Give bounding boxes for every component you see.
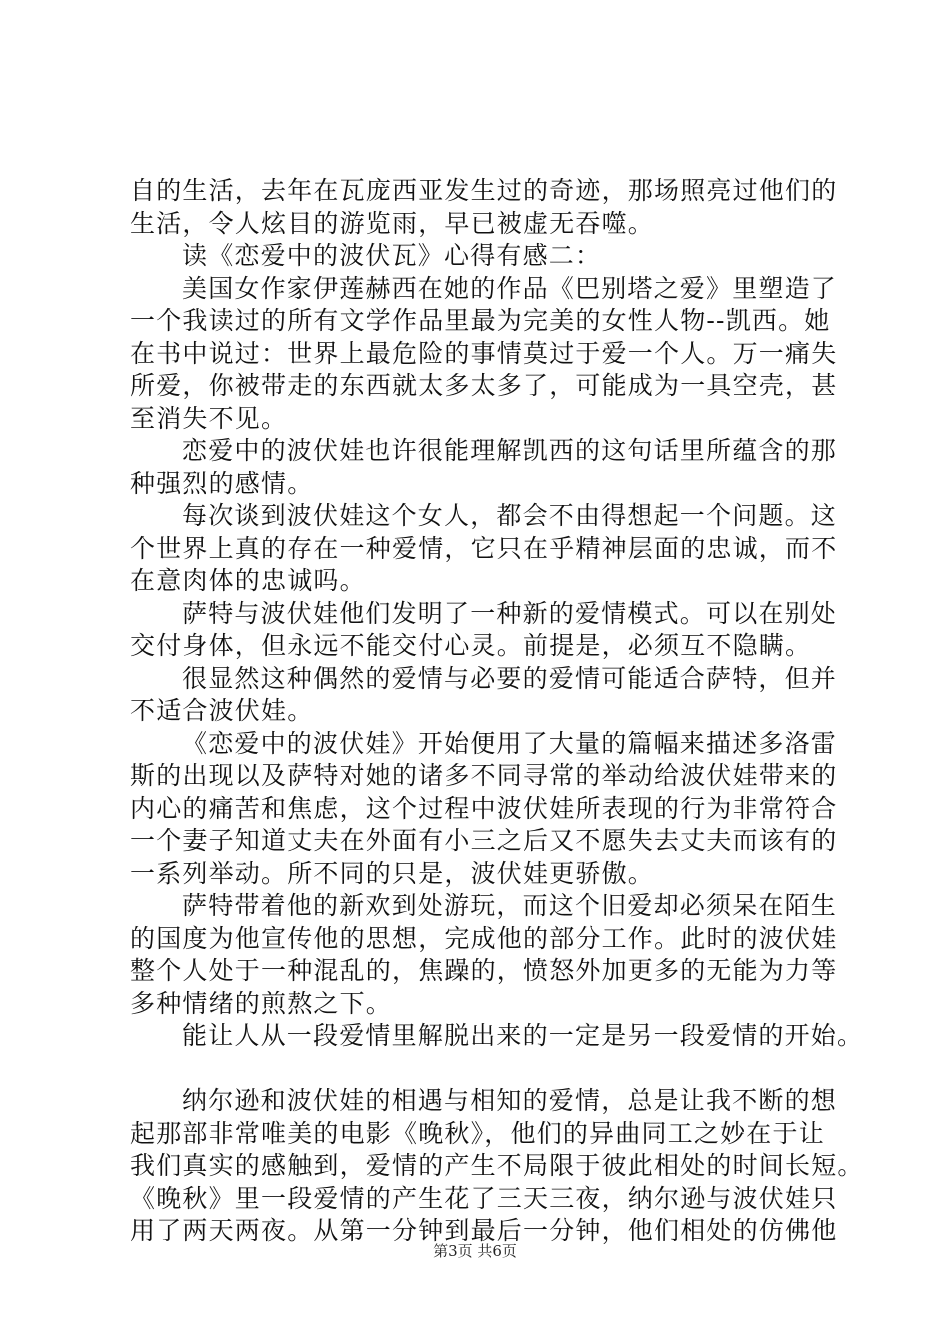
text-line: 斯的出现以及萨特对她的诸多不同寻常的举动给波伏娃带来的 [130, 761, 838, 790]
text-line: 每次谈到波伏娃这个女人，都会不由得想起一个问题。这 [182, 501, 838, 530]
text-line: 萨特与波伏娃他们发明了一种新的爱情模式。可以在别处 [182, 598, 838, 628]
page-number-footer: 第3页 共6页 [433, 1242, 517, 1260]
text-line: 读《恋爱中的波伏瓦》心得有感二： [182, 241, 602, 270]
text-line: 一系列举动。所不同的只是，波伏娃更骄傲。 [130, 858, 655, 888]
text-line: 很显然这种偶然的爱情与必要的爱情可能适合萨特，但并 [182, 663, 838, 693]
text-line: 在意肉体的忠诚吗。 [130, 566, 366, 595]
text-line: 美国女作家伊莲赫西在她的作品《巴别塔之爱》里塑造了 [182, 273, 838, 303]
text-line: 纳尔逊和波伏娃的相遇与相知的爱情，总是让我不断的想 [182, 1086, 838, 1115]
text-line: 在书中说过：世界上最危险的事情莫过于爱一个人。万一痛失 [130, 338, 838, 368]
text-line: 所爱，你被带走的东西就太多太多了，可能成为一具空壳，甚 [130, 371, 838, 400]
text-line: 至消失不见。 [130, 403, 288, 433]
document-body [130, 175, 864, 1248]
text-line: 恋爱中的波伏娃也许很能理解凯西的这句话里所蕴含的那 [182, 436, 838, 465]
text-line: 萨特带着他的新欢到处游玩，而这个旧爱却必须呆在陌生 [182, 891, 838, 920]
text-line: 自的生活，去年在瓦庞西亚发生过的奇迹，那场照亮过他们的 [130, 176, 838, 205]
text-line: 生活，令人炫目的游览雨，早已被虚无吞噬。 [130, 208, 655, 238]
text-line: 一个妻子知道丈夫在外面有小三之后又不愿失去丈夫而该有的 [130, 826, 838, 855]
text-line: 一个我读过的所有文学作品里最为完美的女性人物--凯西。她 [130, 306, 831, 335]
text-line [130, 1053, 830, 1086]
text-line: 种强烈的感情。 [130, 468, 314, 498]
text-line: 不适合波伏娃。 [130, 696, 314, 725]
text-line: 多种情绪的煎熬之下。 [130, 988, 393, 1018]
text-line: 整个人处于一种混乱的，焦躁的，愤怒外加更多的无能为力等 [130, 956, 838, 985]
text-line: 能让人从一段爱情里解脱出来的一定是另一段爱情的开始。 [182, 1021, 864, 1050]
text-line: 用了两天两夜。从第一分钟到最后一分钟，他们相处的仿佛他 [130, 1216, 838, 1245]
text-line: 起那部非常唯美的电影《晚秋》，他们的异曲同工之妙在于让 [130, 1118, 825, 1148]
text-line: 个世界上真的存在一种爱情，它只在乎精神层面的忠诚，而不 [130, 533, 838, 563]
text-line: 内心的痛苦和焦虑，这个过程中波伏娃所表现的行为非常符合 [130, 793, 838, 823]
text-line: 《晚秋》里一段爱情的产生花了三天三夜，纳尔逊与波伏娃只 [130, 1183, 838, 1213]
text-line: 《恋爱中的波伏娃》开始便用了大量的篇幅来描述多洛雷 [182, 728, 838, 758]
text-line: 我们真实的感触到，爱情的产生不局限于彼此相处的时间长短。 [130, 1151, 864, 1180]
text-line: 交付身体，但永远不能交付心灵。前提是，必须互不隐瞒。 [130, 631, 812, 660]
text-line: 的国度为他宣传他的思想，完成他的部分工作。此时的波伏娃 [130, 923, 838, 953]
